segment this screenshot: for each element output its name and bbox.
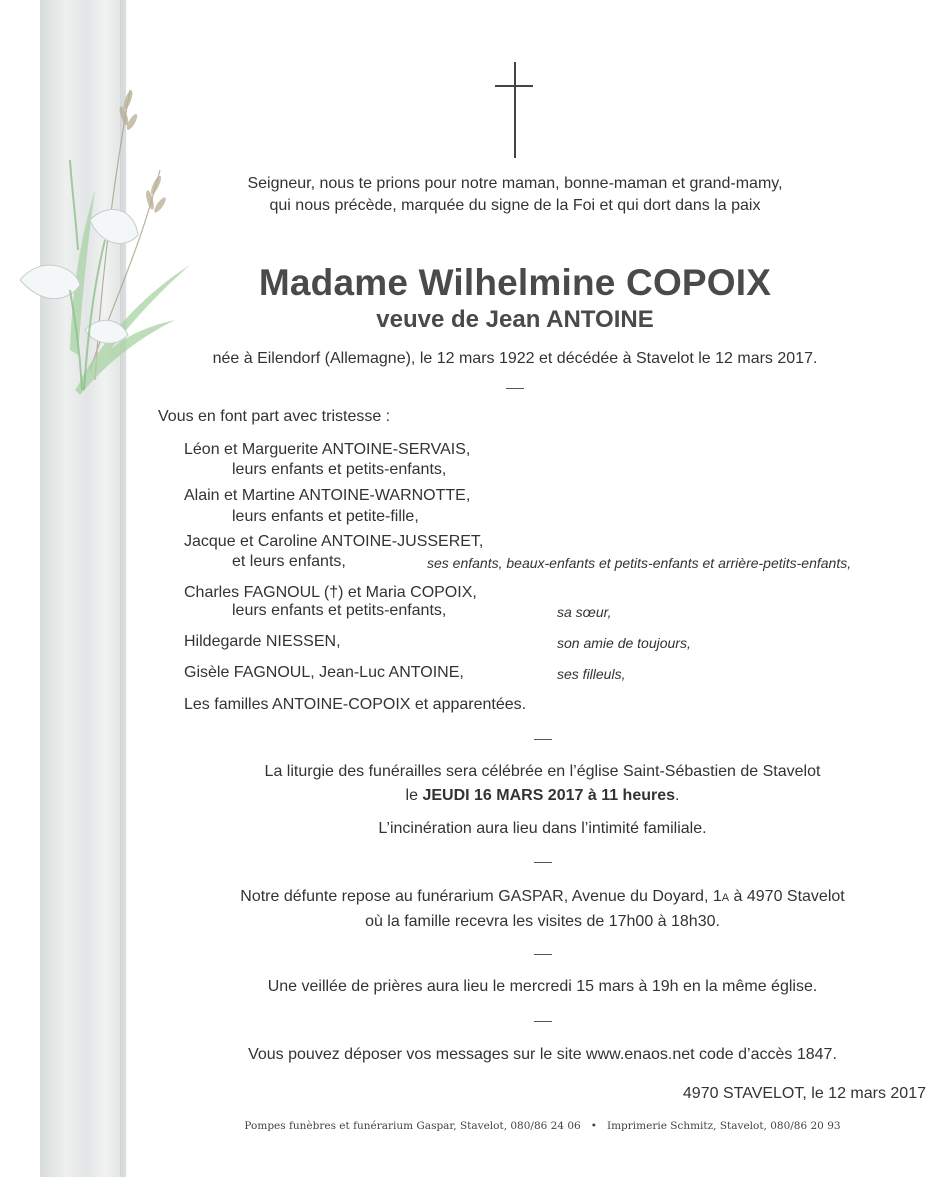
family-line: Hildegarde NIESSEN,	[184, 633, 341, 650]
announce-text: Vous en font part avec tristesse :	[158, 408, 391, 425]
vigil-line: Une veillée de prières aura lieu le mercredi 15 mars à 19h en la même église.	[267, 978, 818, 995]
repose-info	[160, 885, 925, 934]
widow-of: veuve de Jean ANTOINE	[376, 306, 654, 333]
prayer-line: qui nous précède, marquée du signe de la Foi et qui dort dans la paix	[269, 197, 761, 214]
repose-visits: où la famille recevra les visites de 17h00 à 18h30.	[365, 913, 720, 930]
place-date: 4970 STAVELOT, le 12 mars 2017	[682, 1085, 926, 1102]
relation-godchildren: ses filleuls,	[557, 666, 626, 682]
footer	[160, 1120, 925, 1132]
prayer-text	[160, 173, 870, 217]
funeral-date: JEUDI 16 MARS 2017 à 11 heures	[422, 787, 676, 804]
footer-funeral-home: Pompes funèbres et funérarium Gaspar, Stavelot, 080/86 24 06	[244, 1120, 581, 1132]
family-line: et leurs enfants,	[232, 553, 346, 570]
family-line: Les familles ANTOINE-COPOIX et apparentées.	[184, 696, 527, 713]
family-line: Gisèle FAGNOUL, Jean-Luc ANTOINE,	[184, 664, 464, 681]
relation-friend: son amie de toujours,	[557, 635, 691, 651]
repose-address: Notre défunte repose au funérarium GASPAR, Avenue du Doyard, 1	[240, 888, 722, 905]
deceased-name: Madame Wilhelmine COPOIX	[258, 262, 772, 303]
funeral-date-line	[160, 784, 925, 808]
family-line: Charles FAGNOUL (†) et Maria COPOIX,	[184, 584, 477, 601]
divider	[534, 739, 552, 740]
footer-separator: •	[590, 1120, 597, 1132]
repose-line	[160, 885, 925, 910]
repose-town: à 4970 Stavelot	[729, 888, 845, 905]
footer-printer: Imprimerie Schmitz, Stavelot, 080/86 20 93	[606, 1120, 841, 1132]
family-line: Alain et Martine ANTOINE-WARNOTTE,	[184, 487, 471, 504]
family-line: Jacque et Caroline ANTOINE-JUSSERET,	[184, 533, 484, 550]
funeral-date-prefix: le	[405, 787, 418, 804]
repose-address-suffix-letter: A	[721, 892, 730, 904]
relation-sister: sa sœur,	[557, 604, 612, 620]
family-line: leurs enfants et petits-enfants,	[232, 461, 447, 478]
birth-death-line: née à Eilendorf (Allemagne), le 12 mars 1922 et décédée à Stavelot le 12 mars 2017.	[212, 350, 818, 367]
divider	[506, 388, 524, 389]
relation-children: ses enfants, beaux-enfants et petits-enfants et arrière-petits-enfants,	[427, 555, 852, 571]
family-line: Léon et Marguerite ANTOINE-SERVAIS,	[184, 441, 471, 458]
divider	[534, 862, 552, 863]
messages-line: Vous pouvez déposer vos messages sur le site www.enaos.net code d’accès 1847.	[248, 1046, 837, 1063]
funeral-info	[160, 760, 925, 808]
funeral-line: La liturgie des funérailles sera célébrée en l’église Saint-Sébastien de Stavelot	[264, 763, 821, 780]
divider	[534, 954, 552, 955]
prayer-line: Seigneur, nous te prions pour notre maman, bonne-maman et grand-mamy,	[247, 175, 783, 192]
family-line: leurs enfants et petite-fille,	[232, 508, 419, 525]
family-line: leurs enfants et petits-enfants,	[232, 602, 447, 619]
cremation-line: L’incinération aura lieu dans l’intimité familiale.	[378, 820, 707, 837]
divider	[534, 1021, 552, 1022]
cross-icon	[495, 62, 535, 158]
funeral-date-suffix: .	[675, 787, 680, 804]
